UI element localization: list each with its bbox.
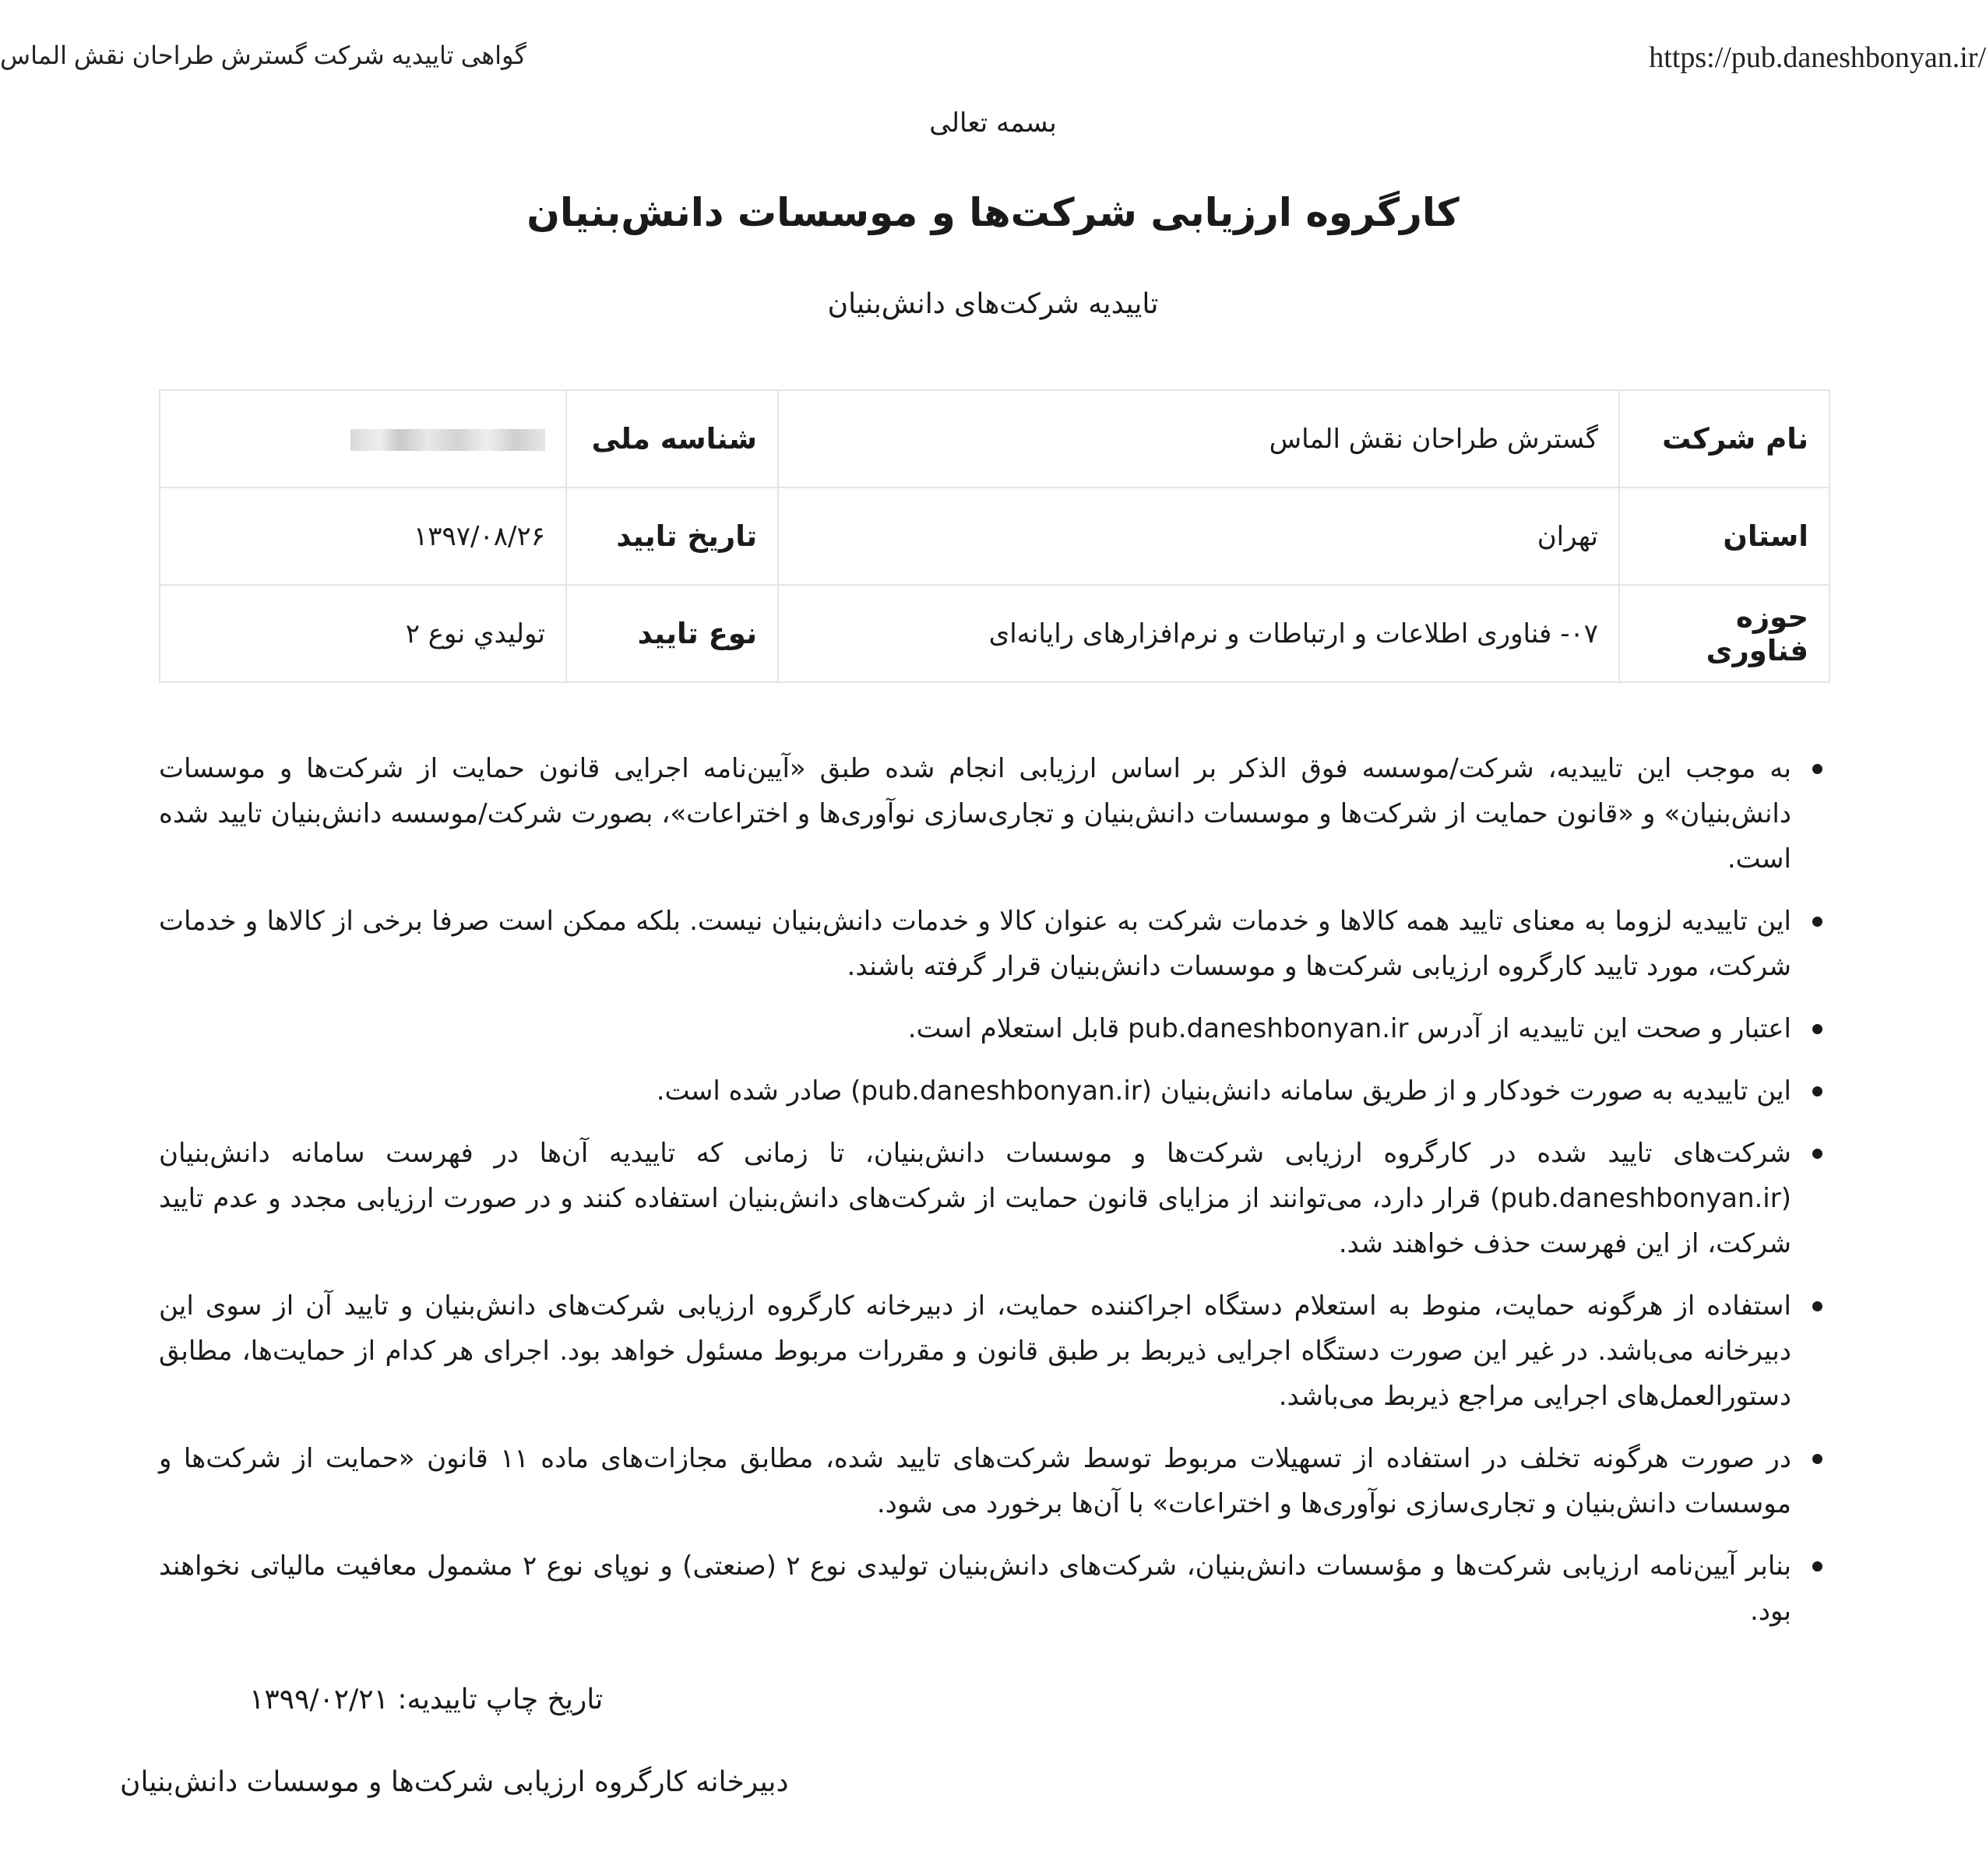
note-text: اعتبار و صحت این تاییدیه از آدرس pub.daneshbonyan.ir قابل استعلام است. — [907, 1013, 1791, 1044]
note-text: این تاییدیه به صورت خودکار و از طریق سامانه دانش‌بنیان (pub.daneshbonyan.ir) صادر شده است. — [656, 1075, 1791, 1107]
approval-type-value: توليدي نوع ۲ — [160, 585, 566, 682]
list-item — [159, 1068, 1829, 1114]
province-label: استان — [1619, 487, 1829, 585]
page-header-title: گواهی تاییدیه شرکت گسترش طراحان نقش الماس — [0, 41, 526, 69]
approval-type-label: نوع تایید — [566, 585, 778, 682]
list-item — [159, 1131, 1829, 1266]
bullet-icon — [1812, 1301, 1822, 1311]
bullet-icon — [1812, 917, 1822, 927]
bullet-icon — [1812, 1086, 1822, 1096]
tech-field-label: حوزه فناوری — [1619, 585, 1829, 682]
list-item — [159, 899, 1829, 989]
tech-field-value: ۰۷- فناوری اطلاعات و ارتباطات و نرم‌افزارهای رایانه‌ای — [778, 585, 1619, 682]
table-row — [160, 390, 1829, 487]
list-item — [159, 1436, 1829, 1526]
list-item — [159, 1283, 1829, 1419]
company-info-table — [159, 389, 1830, 683]
note-text: بنابر آیین‌نامه ارزیابی شرکت‌ها و مؤسسات دانش‌بنیان، شرکت‌های دانش‌بنیان تولیدی نوع ۲ (صنعتی) و نوپای نوع ۲ مشمول معافیت مالیاتی نخواهند بود. — [159, 1550, 1791, 1627]
approval-date-value: ۱۳۹۷/۰۸/۲۶ — [160, 487, 566, 585]
bullet-icon — [1812, 1149, 1822, 1159]
province-value: تهران — [778, 487, 1619, 585]
company-name-value: گسترش طراحان نقش الماس — [778, 390, 1619, 487]
table-row — [160, 585, 1829, 682]
secretariat-signature: دبیرخانه کارگروه ارزیابی شرکت‌ها و موسسات دانش‌بنیان — [120, 1766, 789, 1798]
basmala: بسمه تعالی — [929, 107, 1057, 139]
bullet-icon — [1812, 1561, 1822, 1572]
note-text: شرکت‌های تایید شده در کارگروه ارزیابی شرکت‌ها و موسسات دانش‌بنیان، تا زمانی که تاییدیه آن‌ها در فهرست سامانه دانش‌بنیان (pub.daneshbonyan.ir) قرار دارد، می‌توانند از مزایای قانون حمایت از شرکت‌های دانش‌بنیان استفاده کنند و در صورت ارزیابی مجدد و عدم تایید شرکت، از این فهرست حذف خواهند شد. — [159, 1138, 1791, 1259]
certificate-notes-list — [159, 746, 1829, 1651]
page-url: https://pub.daneshbonyan.ir/ — [1649, 41, 1986, 74]
note-text: این تاییدیه لزوما به معنای تایید همه کالاها و خدمات شرکت به عنوان کالا و خدمات دانش‌بنیان نیست. بلکه ممکن است صرفا برخی از کالاها و خدمات شرکت، مورد تایید کارگروه ارزیابی شرکت‌ها و موسسات دانش‌بنیان قرار گرفته باشند. — [159, 906, 1791, 982]
bullet-icon — [1812, 1454, 1822, 1464]
note-text: در صورت هرگونه تخلف در استفاده از تسهیلات مربوط توسط شرکت‌های تایید شده، مطابق مجازات‌های ماده ۱۱ قانون «حمایت از شرکت‌ها و موسسات دانش‌بنیان و تجاری‌سازی نوآوری‌ها و اختراعات» با آن‌ها برخورد می شود. — [159, 1443, 1791, 1519]
bullet-icon — [1812, 764, 1822, 774]
print-date: تاریخ چاپ تاییدیه: ۱۳۹۹/۰۲/۲۱ — [249, 1684, 604, 1716]
approval-date-label: تاریخ تایید — [566, 487, 778, 585]
bullet-icon — [1812, 1024, 1822, 1034]
list-item — [159, 1006, 1829, 1051]
national-id-value — [160, 390, 566, 487]
table-row — [160, 487, 1829, 585]
national-id-label: شناسه ملی — [566, 390, 778, 487]
list-item — [159, 1543, 1829, 1634]
redacted-national-id — [350, 429, 545, 451]
company-name-label: نام شرکت — [1619, 390, 1829, 487]
note-text: به موجب این تاییدیه، شرکت/موسسه فوق الذکر بر اساس ارزیابی انجام شده طبق «آیین‌نامه اجرایی قانون حمایت از شرکت‌ها و موسسات دانش‌بنیان» و «قانون حمایت از شرکت‌ها و موسسات دانش‌بنیان و تجاری‌سازی نوآوری‌ها و اختراعات»، بصورت شرکت/موسسه دانش‌بنیان تایید شده است. — [159, 753, 1791, 875]
note-text: استفاده از هرگونه حمایت، منوط به استعلام دستگاه اجراکننده حمایت، از دبیرخانه کارگروه ارزیابی شرکت‌های دانش‌بنیان و تایید آن از سوی این دبیرخانه می‌باشد. در غیر این صورت دستگاه اجرایی ذیربط بر طبق قانون و مقررات مربوط مسئول خواهد بود. اجرای هر کدام از حمایت‌ها، مطابق دستورالعمل‌های اجرایی مراجع ذیربط می‌باشد. — [159, 1290, 1791, 1412]
document-subtitle: تاییدیه شرکت‌های دانش‌بنیان — [827, 288, 1159, 320]
document-title: کارگروه ارزیابی شرکت‌ها و موسسات دانش‌بنیان — [526, 190, 1460, 235]
list-item — [159, 746, 1829, 882]
